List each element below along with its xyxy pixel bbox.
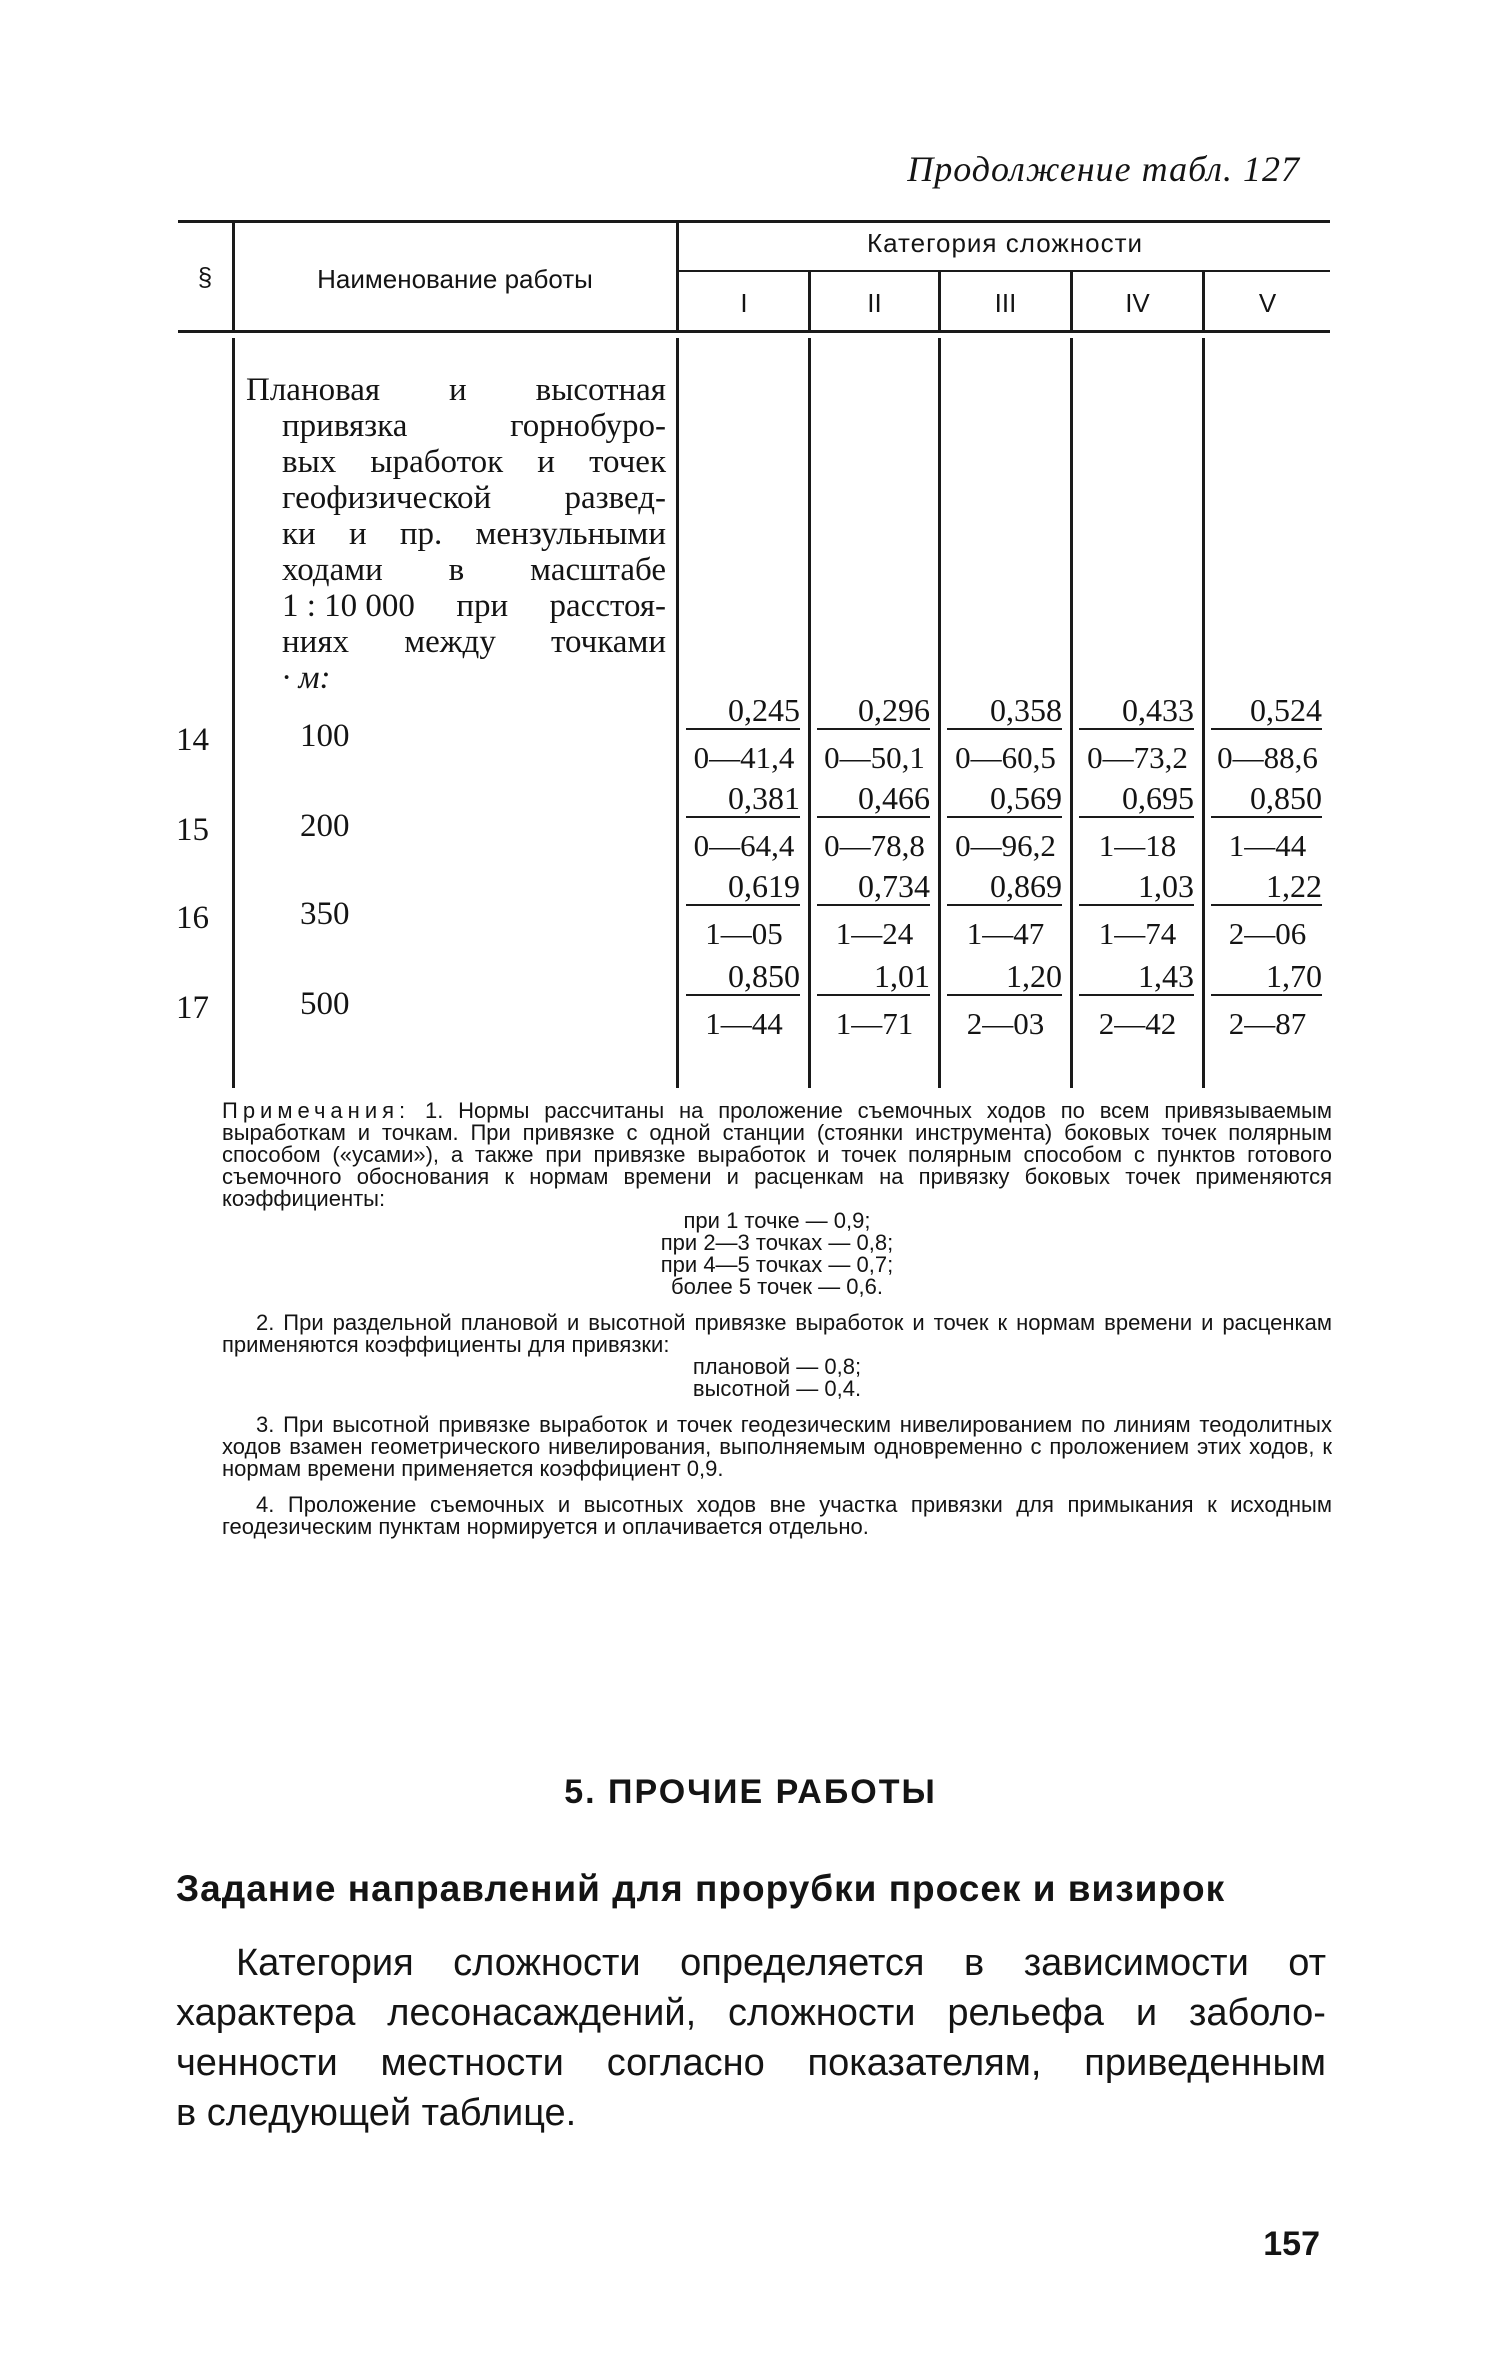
table-top-rule <box>178 220 1330 223</box>
notes-label: Примечания: <box>222 1098 411 1123</box>
body-paragraph <box>176 1938 1326 2138</box>
time-norm-cell: 0,433 <box>1079 692 1194 730</box>
price-cell: 0—41,4 <box>693 740 795 775</box>
price-cell: 0—50,1 <box>824 740 925 775</box>
work-description-line: Плановая и высотная <box>246 372 666 408</box>
price-cell: 2—87 <box>1228 1006 1307 1041</box>
distance-value: 350 <box>300 896 350 932</box>
distance-value: 200 <box>300 808 350 844</box>
time-norm-cell: 0,619 <box>686 868 800 906</box>
price-cell: 1—44 <box>1228 828 1307 863</box>
time-norm-cell: 1,70 <box>1211 958 1322 996</box>
body-line: в следующей таблице. <box>176 2092 577 2134</box>
time-norm-cell: 0,245 <box>686 692 800 730</box>
row-number: 16 <box>176 900 209 936</box>
distance-value: 100 <box>300 718 350 754</box>
header-category-2: II <box>867 288 882 318</box>
row-number: 15 <box>176 812 209 848</box>
row-number: 17 <box>176 990 209 1026</box>
time-norm-cell: 0,296 <box>817 692 930 730</box>
time-norm-cell: 0,869 <box>947 868 1062 906</box>
time-norm-cell: 1,22 <box>1211 868 1322 906</box>
time-norm-cell: 0,850 <box>1211 780 1322 818</box>
time-norm-cell: 1,01 <box>817 958 930 996</box>
header-category-1: I <box>740 288 748 318</box>
time-norm-cell: 0,381 <box>686 780 800 818</box>
col-divider-name-body <box>676 338 679 1088</box>
col-divider-cat-1-body <box>808 338 811 1088</box>
work-description-line: ниях между точками <box>282 624 666 660</box>
time-norm-cell: 0,466 <box>817 780 930 818</box>
price-cell: 1—24 <box>835 916 914 951</box>
work-description <box>246 372 666 696</box>
price-cell: 2—06 <box>1228 916 1307 951</box>
note-2-coefficient: плановой — 0,8; <box>692 1354 862 1379</box>
time-norm-cell: 0,695 <box>1079 780 1194 818</box>
note-1-coefficient: при 1 точке — 0,9; <box>683 1208 871 1233</box>
time-norm-cell: 1,43 <box>1079 958 1194 996</box>
time-norm-cell: 0,734 <box>817 868 930 906</box>
time-norm-cell: 0,358 <box>947 692 1062 730</box>
price-cell: 1—74 <box>1098 916 1177 951</box>
work-description-line: · м: <box>282 660 331 696</box>
price-cell: 1—44 <box>705 1006 783 1041</box>
price-cell: 2—42 <box>1098 1006 1177 1041</box>
price-cell: 1—18 <box>1098 828 1177 863</box>
note-1-coefficient: более 5 точек — 0,6. <box>671 1274 883 1299</box>
table-notes <box>222 1100 1332 1538</box>
note-2-coefficient: высотной — 0,4. <box>692 1376 862 1401</box>
note-1: Примечания: 1. Нормы рассчитаны на проложение съемочных ходов по всем привязываемым выработкам и точкам. При привязке с одной станции (стоянки инструмента) боковых точек полярным способом («усами»), а также при привязке выработок и точек полярным способом с пунктов готового съемочного обоснования к нормам времени и расценкам на привязку боковых точек применяются коэффициенты: <box>222 1098 1332 1211</box>
price-cell: 1—47 <box>966 916 1045 951</box>
price-cell: 0—96,2 <box>955 828 1056 863</box>
price-cell: 2—03 <box>966 1006 1045 1041</box>
price-cell: 0—88,6 <box>1217 740 1318 775</box>
note-1-coefficient: при 2—3 точках — 0,8; <box>660 1230 894 1255</box>
header-category-5: V <box>1258 288 1277 318</box>
work-description-line: вых ыработок и точек <box>282 444 666 480</box>
time-norm-cell: 1,20 <box>947 958 1062 996</box>
distance-value: 500 <box>300 986 350 1022</box>
header-category-3: III <box>994 288 1017 318</box>
page-number: 157 <box>1263 2225 1320 2263</box>
section-title: 5. ПРОЧИЕ РАБОТЫ <box>564 1773 937 1811</box>
time-norm-cell: 0,569 <box>947 780 1062 818</box>
note-2: 2. При раздельной плановой и высотной привязке выработок и точек к нормам времени и расценкам применяются коэффициенты для привязки: <box>222 1310 1332 1357</box>
price-cell: 0—60,5 <box>955 740 1056 775</box>
col-divider-cat-2-body <box>938 338 941 1088</box>
note-3: 3. При высотной привязке выработок и точек геодезическим нивелированием по линиям теодолитных ходов взамен геометрического нивелирования, выполняемым одновременно с проложением этих ходов, к нормам времени применяется коэффициент 0,9. <box>222 1412 1332 1481</box>
price-cell: 0—78,8 <box>824 828 925 863</box>
subsection-title: Задание направлений для прорубки просек и визирок <box>176 1868 1226 1909</box>
header-work-name: Наименование работы <box>317 264 593 294</box>
col-divider-cat-4-body <box>1202 338 1205 1088</box>
table-continuation-caption: Продолжение табл. 127 <box>907 149 1300 189</box>
price-cell: 1—71 <box>835 1006 914 1041</box>
time-norm-cell: 0,850 <box>686 958 800 996</box>
time-norm-cell: 0,524 <box>1211 692 1322 730</box>
work-description-line: 1 : 10 000 при расстоя- <box>282 588 666 624</box>
price-cell: 0—64,4 <box>693 828 795 863</box>
body-line: Категория сложности определяется в зависимости от <box>236 1942 1326 1984</box>
header-section-mark: § <box>197 262 213 292</box>
price-cell: 0—73,2 <box>1087 740 1188 775</box>
category-group-rule <box>678 270 1330 272</box>
row-number: 14 <box>176 722 209 758</box>
body-line: характера лесонасаждений, сложности рельефа и заболо- <box>176 1992 1326 2034</box>
work-description-line: привязка горнобуро- <box>282 408 666 444</box>
note-1-coefficient: при 4—5 точках — 0,7; <box>660 1252 894 1277</box>
col-divider-name <box>676 222 679 330</box>
work-description-line: ки и пр. мензульными <box>282 516 666 552</box>
work-description-line: ходами в масштабе <box>282 552 666 588</box>
work-description-line: геофизической развед- <box>282 480 666 516</box>
col-divider-section-body <box>232 338 235 1088</box>
col-divider-cat-3-body <box>1070 338 1073 1088</box>
price-cell: 1—05 <box>705 916 783 951</box>
header-complexity-category: Категория сложности <box>866 228 1144 258</box>
header-category-4: IV <box>1125 288 1150 318</box>
header-bottom-rule <box>178 330 1330 333</box>
time-norm-cell: 1,03 <box>1079 868 1194 906</box>
col-divider-section <box>232 222 235 330</box>
body-line: ченности местности согласно показателям, приведенным <box>176 2042 1326 2084</box>
note-4: 4. Проложение съемочных и высотных ходов вне участка привязки для примыкания к исходным геодезическим пунктам нормируется и оплачивается отдельно. <box>222 1492 1332 1539</box>
